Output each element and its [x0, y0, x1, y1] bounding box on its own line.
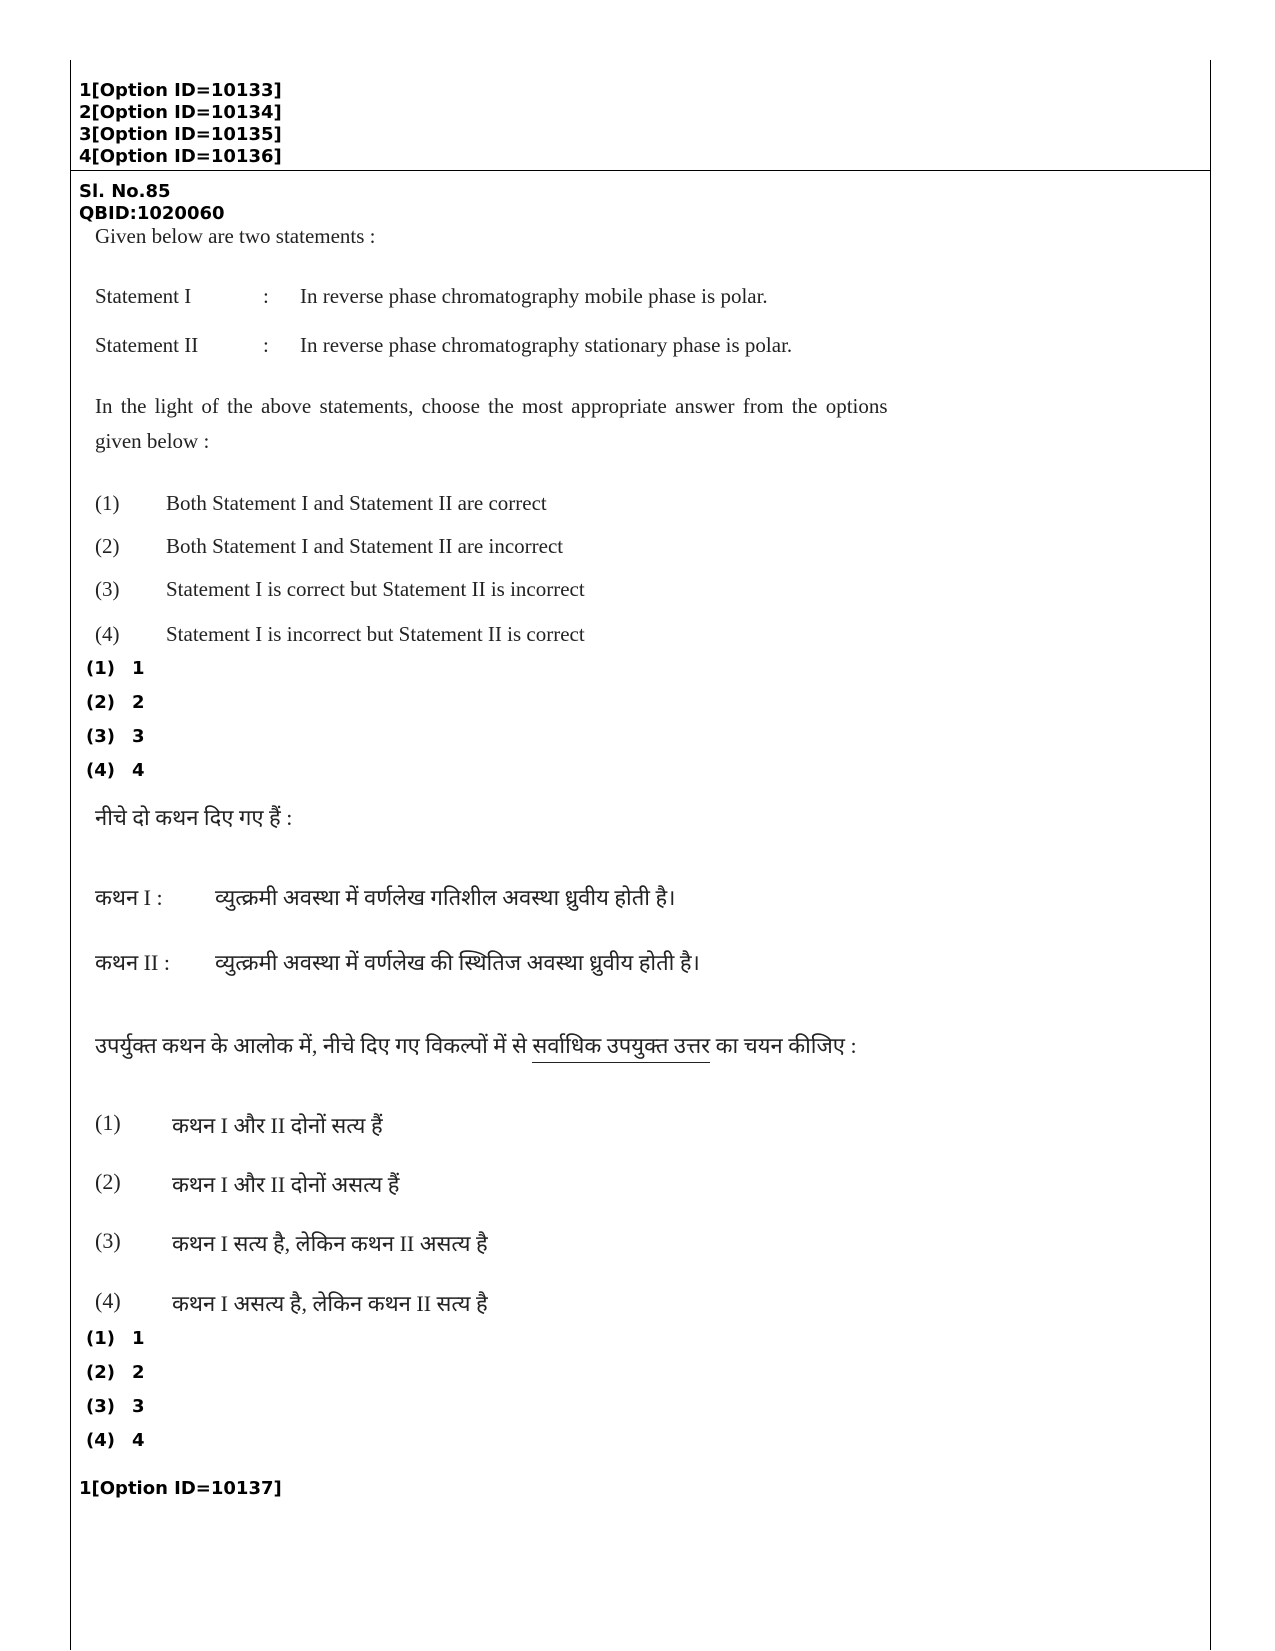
answer-key-row: (3) 3 — [86, 1396, 145, 1417]
choice-number-hi: (3) — [95, 1228, 121, 1253]
answer-key-row: (4) 4 — [86, 1430, 145, 1451]
choice-number-en: (2) — [95, 534, 120, 558]
question-header — [79, 181, 225, 225]
answer-key-row: (1) 1 — [86, 658, 145, 679]
previous-option-ids — [79, 80, 282, 168]
choice-text-hi: कथन I असत्य है, लेकिन कथन II सत्य है — [172, 1291, 488, 1316]
answer-key-row: (4) 4 — [86, 760, 145, 781]
choice-number-hi: (4) — [95, 1288, 121, 1313]
choice-number-en: (4) — [95, 622, 120, 646]
choice-text-en: Statement I is incorrect but Statement II is correct — [166, 622, 585, 646]
statement-label-hi: कथन I : — [95, 885, 163, 910]
option-id-line: 1[Option ID=10133] — [79, 80, 282, 101]
choice-number-en: (1) — [95, 491, 120, 515]
choice-number-en: (3) — [95, 577, 120, 601]
statement-text-en: In reverse phase chromatography mobile phase is polar. — [300, 284, 768, 308]
statement-text-en: In reverse phase chromatography stationary phase is polar. — [300, 333, 793, 357]
choice-number-hi: (1) — [95, 1110, 121, 1135]
statement-label-en: Statement I — [95, 284, 192, 308]
instruction-hi: उपर्युक्त कथन के आलोक में, नीचे दिए गए विकल्पों में से सर्वाधिक उपयुक्त उत्तर का चयन कीजिए : — [95, 1030, 857, 1060]
statement-text-hi: व्युत्क्रमी अवस्था में वर्णलेख की स्थितिज अवस्था ध्रुवीय होती है। — [215, 950, 700, 975]
serial-number: Sl. No.85 — [79, 181, 171, 202]
qbid: QBID:1020060 — [79, 203, 225, 224]
answer-key-row: (1) 1 — [86, 1328, 145, 1349]
statement-sep: : — [263, 284, 269, 308]
statement-text-hi: व्युत्क्रमी अवस्था में वर्णलेख गतिशील अवस्था ध्रुवीय होती है। — [215, 885, 676, 910]
instruction-en-line2: given below : — [95, 429, 210, 453]
section-divider — [70, 170, 1211, 171]
question-intro-hi: नीचे दो कथन दिए गए हैं : — [95, 805, 293, 830]
left-border — [70, 60, 71, 1650]
choice-number-hi: (2) — [95, 1169, 121, 1194]
choice-text-en: Both Statement I and Statement II are correct — [166, 491, 547, 515]
answer-key-row: (2) 2 — [86, 692, 145, 713]
choice-text-hi: कथन I और II दोनों सत्य हैं — [172, 1113, 383, 1138]
option-id-line: 2[Option ID=10134] — [79, 102, 282, 123]
instruction-en-line1: In the light of the above statements, choose the most appropriate answer from the options — [95, 394, 888, 418]
choice-text-hi: कथन I सत्य है, लेकिन कथन II असत्य है — [172, 1231, 488, 1256]
answer-key-row: (2) 2 — [86, 1362, 145, 1383]
choice-text-en: Statement I is correct but Statement II is incorrect — [166, 577, 585, 601]
statement-sep: : — [263, 333, 269, 357]
answer-key-row: (3) 3 — [86, 726, 145, 747]
underlined-phrase: सर्वाधिक उपयुक्त उत्तर — [532, 1033, 710, 1063]
question-intro-en: Given below are two statements : — [95, 224, 376, 248]
statement-label-en: Statement II — [95, 333, 199, 357]
next-option-id: 1[Option ID=10137] — [79, 1478, 282, 1499]
right-border — [1210, 60, 1211, 1650]
choice-text-en: Both Statement I and Statement II are incorrect — [166, 534, 564, 558]
option-id-line: 3[Option ID=10135] — [79, 124, 282, 145]
choice-text-hi: कथन I और II दोनों असत्य हैं — [172, 1172, 400, 1197]
statement-label-hi: कथन II : — [95, 950, 170, 975]
option-id-line: 4[Option ID=10136] — [79, 146, 282, 167]
